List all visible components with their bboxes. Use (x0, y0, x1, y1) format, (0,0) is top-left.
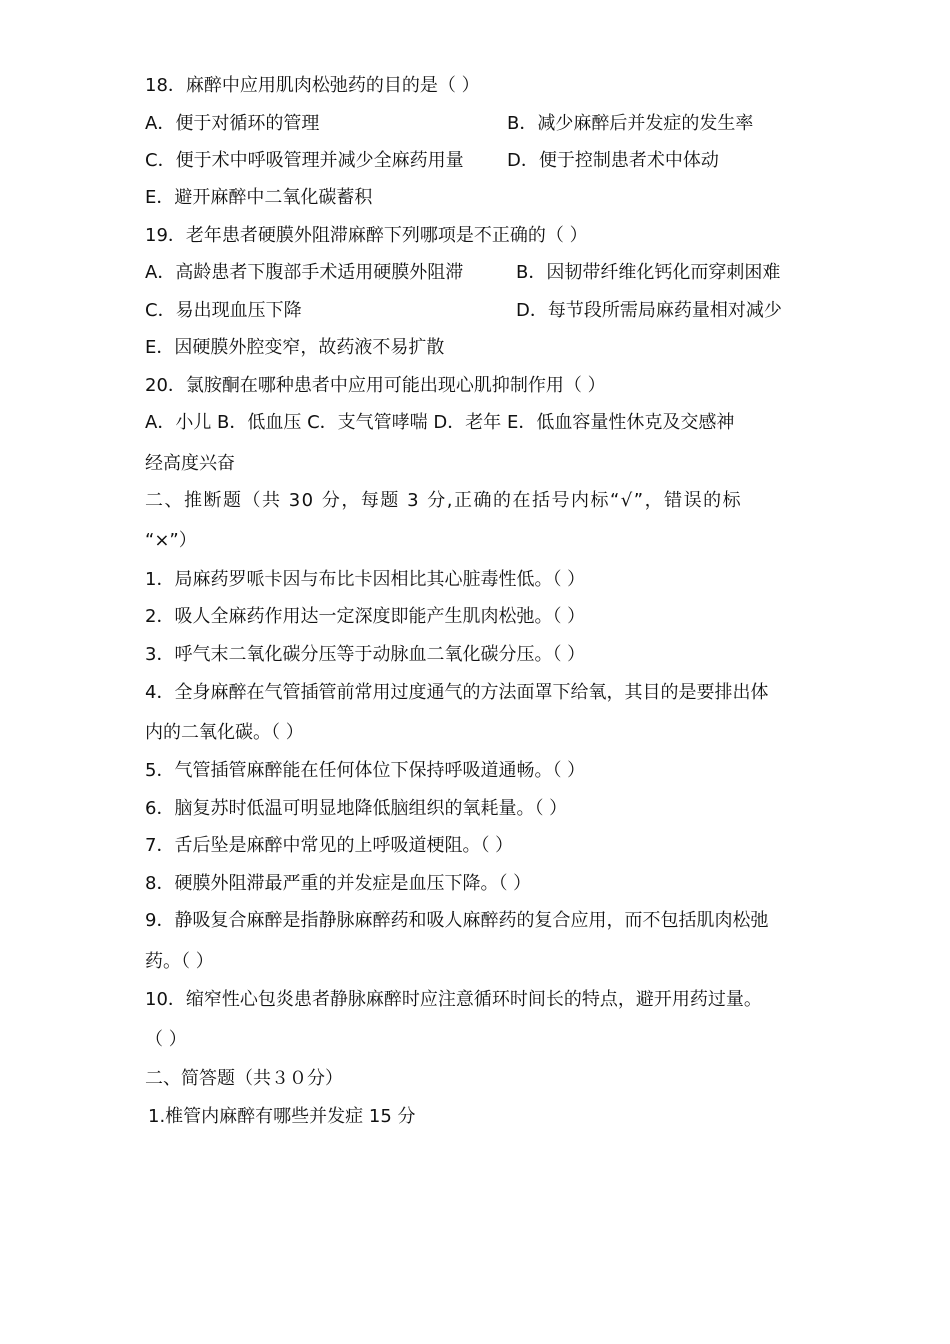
q19-option-d: D．每节段所需局麻药量相对减少 (516, 300, 782, 321)
q20-stem: 20．氯胺酮在哪种患者中应用可能出现心肌抑制作用（ ） (145, 375, 606, 396)
tf-item: 7．舌后坠是麻醉中常见的上呼吸道梗阻。（ ） (145, 835, 514, 856)
q18-option-c: C．便于术中呼吸管理并减少全麻药用量 (145, 150, 464, 171)
q19-option-b: B．因韧带纤维化钙化而穿刺困难 (516, 262, 781, 283)
short-answer-item: 1.椎管内麻醉有哪些并发症 15 分 (148, 1106, 416, 1127)
tf-item: 8．硬膜外阻滞最严重的并发症是血压下降。（ ） (145, 873, 532, 894)
q18-options-ab (145, 113, 808, 135)
q18-option-e: E．避开麻醉中二氧化碳蓄积 (145, 187, 373, 208)
q18-option-d: D．便于控制患者术中体动 (507, 150, 719, 171)
q19-options-ab (145, 262, 808, 284)
q19-stem: 19．老年患者硬膜外阻滞麻醉下列哪项是不正确的（ ） (145, 225, 588, 246)
tf-item-continued: 内的二氧化碳。（ ） (145, 722, 304, 743)
tf-item: 4．全身麻醉在气管插管前常用过度通气的方法面罩下给氧，其目的是要排出体 (145, 682, 769, 703)
q19-option-e: E．因硬膜外腔变窄，故药液不易扩散 (145, 337, 445, 358)
tf-item: 2．吸人全麻药作用达一定深度即能产生肌肉松弛。（ ） (145, 606, 586, 627)
tf-item: 1．局麻药罗哌卡因与布比卡因相比其心脏毒性低。（ ） (145, 569, 586, 590)
q18-option-a: A．便于对循环的管理 (145, 113, 320, 134)
tf-item: 5．气管插管麻醉能在任何体位下保持呼吸道通畅。（ ） (145, 760, 586, 781)
q18-options-cd (145, 150, 808, 172)
tf-item-continued: （ ） (145, 1029, 187, 1050)
q20-options-continued: 经高度兴奋 (145, 453, 235, 474)
q19-option-a: A．高龄患者下腹部手术适用硬膜外阻滞 (145, 262, 464, 283)
q19-option-c: C．易出现血压下降 (145, 300, 302, 321)
tf-section-heading-continued: “×”） (145, 530, 197, 551)
tf-item: 9．静吸复合麻醉是指静脉麻醉药和吸人麻醉药的复合应用，而不包括肌肉松弛 (145, 910, 769, 931)
tf-item-continued: 药。（ ） (145, 951, 214, 972)
q19-options-cd (145, 300, 808, 322)
q18-option-b: B．减少麻醉后并发症的发生率 (507, 113, 754, 134)
tf-section-heading: 二、推断题（共 30 分，每题 3 分,正确的在括号内标“√”，错误的标 (145, 490, 743, 511)
q20-options: A．小儿 B．低血压 C．支气管哮喘 D．老年 E．低血容量性休克及交感神 (145, 412, 735, 433)
tf-item: 6．脑复苏时低温可明显地降低脑组织的氧耗量。（ ） (145, 798, 568, 819)
q18-stem: 18．麻醉中应用肌肉松弛药的目的是（ ） (145, 75, 480, 96)
short-answer-heading: 二、简答题（共３０分） (145, 1068, 343, 1089)
tf-item: 10．缩窄性心包炎患者静脉麻醉时应注意循环时间长的特点，避开用药过量。 (145, 989, 762, 1010)
tf-item: 3．呼气末二氧化碳分压等于动脉血二氧化碳分压。（ ） (145, 644, 586, 665)
